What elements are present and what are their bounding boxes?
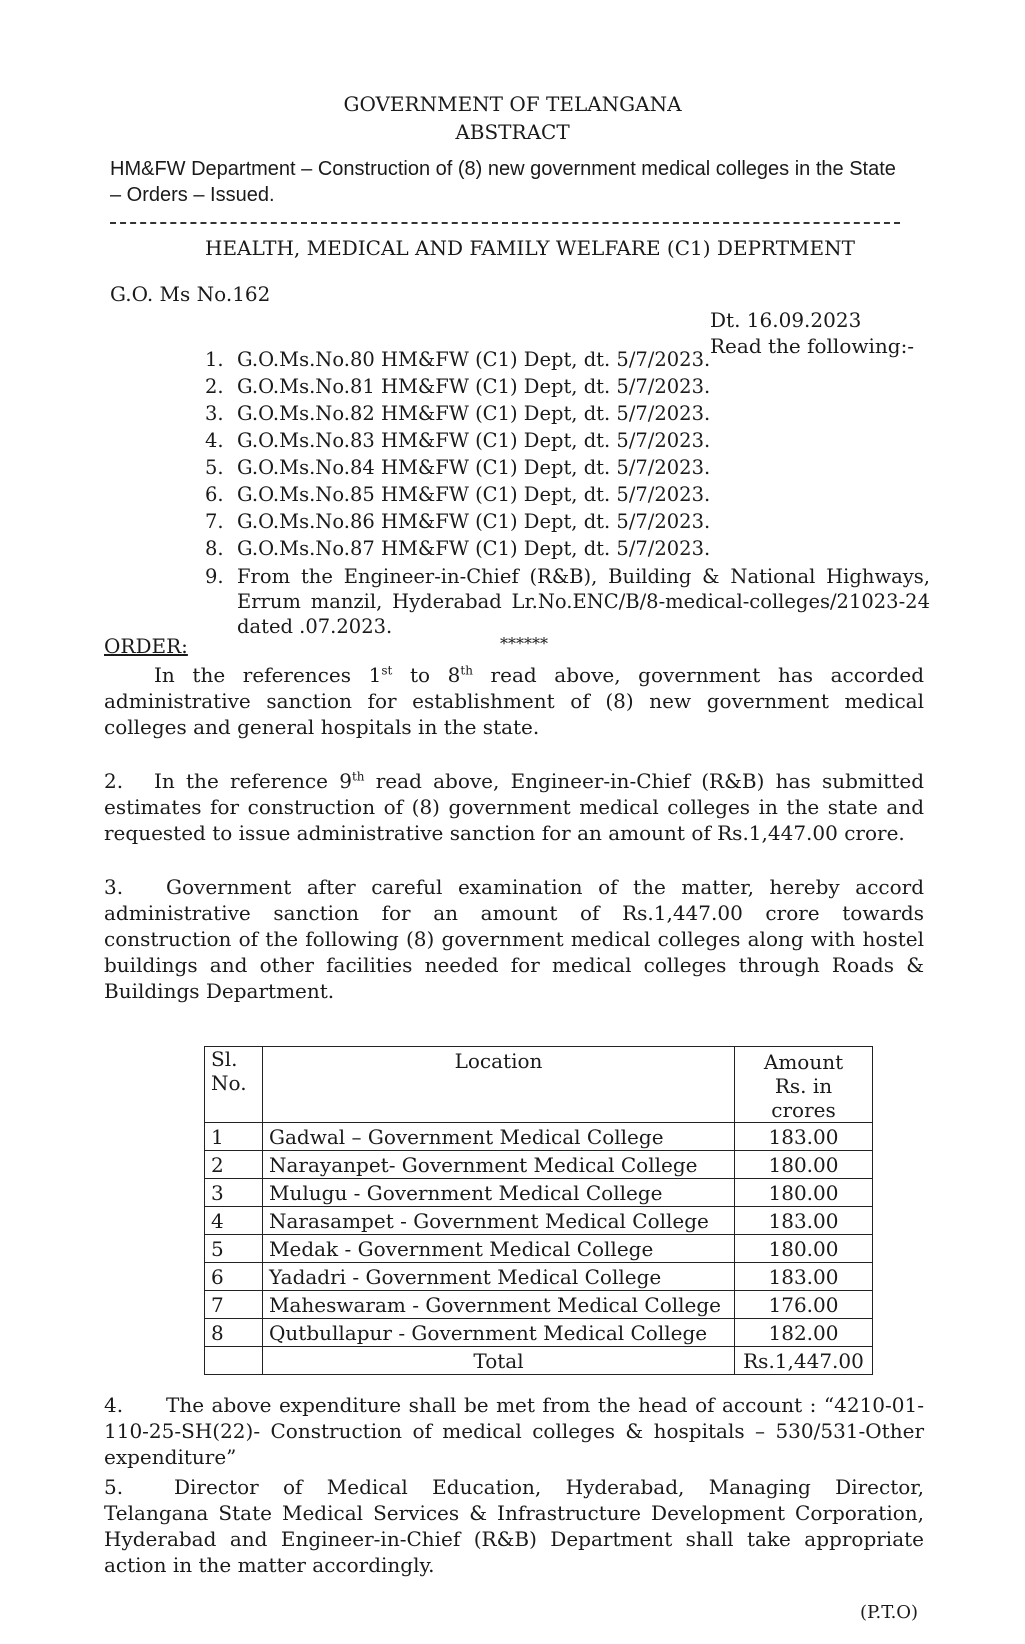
paragraph-number: 4. (104, 1393, 124, 1417)
cell-location: Mulugu - Government Medical College (263, 1179, 735, 1207)
reference-text: G.O.Ms.No.82 HM&FW (C1) Dept, dt. 5/7/2023. (237, 402, 711, 425)
cell-location: Gadwal – Government Medical College (263, 1123, 735, 1151)
order-stars: ****** (500, 634, 548, 653)
cell-location: Yadadri - Government Medical College (263, 1263, 735, 1291)
pto-note: (P.T.O) (860, 1602, 919, 1623)
table-row (205, 1263, 873, 1291)
cell-amount: 183.00 (735, 1263, 873, 1291)
divider (110, 222, 900, 224)
paragraph-number: 5. (104, 1475, 124, 1499)
order-heading: ORDER: (104, 634, 188, 658)
total-label: Total (263, 1347, 735, 1375)
cell-sl: 4 (205, 1207, 263, 1235)
reference-text: G.O.Ms.No.87 HM&FW (C1) Dept, dt. 5/7/2023. (237, 537, 711, 560)
cell-amount: 180.00 (735, 1179, 873, 1207)
reference-item (205, 535, 930, 562)
cell-location: Narayanpet- Government Medical College (263, 1151, 735, 1179)
reference-text: G.O.Ms.No.80 HM&FW (C1) Dept, dt. 5/7/2023. (237, 348, 711, 371)
cell-sl: 8 (205, 1319, 263, 1347)
paragraph-3: 3. Government after careful examination of the matter, hereby accord administrative sanction for an amount of Rs.1,447.00 crore towards construction of the following (8) government medical colleges along with hostel buildings and other facilities needed for medical colleges through Roads & Buildings Department. (104, 875, 924, 1003)
department-heading: HEALTH, MEDICAL AND FAMILY WELFARE (C1) DEPRTMENT (205, 236, 855, 260)
reference-text: G.O.Ms.No.86 HM&FW (C1) Dept, dt. 5/7/2023. (237, 510, 711, 533)
cell-amount: 183.00 (735, 1123, 873, 1151)
table-total-row (205, 1347, 873, 1375)
reference-number: 3. (205, 402, 224, 425)
reference-item (205, 508, 930, 535)
cell-location: Maheswaram - Government Medical College (263, 1291, 735, 1319)
reference-item (205, 427, 930, 454)
reference-text: G.O.Ms.No.85 HM&FW (C1) Dept, dt. 5/7/2023. (237, 483, 711, 506)
cell-amount: 180.00 (735, 1235, 873, 1263)
reference-item (205, 400, 930, 427)
cell-amount: 180.00 (735, 1151, 873, 1179)
header-amount-unit: Rs. in crores (735, 1074, 873, 1123)
header-sl-no: Sl. No. (205, 1047, 263, 1123)
reference-number: 8. (205, 537, 224, 560)
reference-item-9 (205, 564, 930, 639)
cell-location: Narasampet - Government Medical College (263, 1207, 735, 1235)
reference-item (205, 481, 930, 508)
go-number: G.O. Ms No.162 (110, 282, 271, 306)
reference-item (205, 454, 930, 481)
table-header-row (205, 1047, 873, 1075)
reference-number: 9. (205, 565, 224, 588)
reference-text: G.O.Ms.No.84 HM&FW (C1) Dept, dt. 5/7/2023. (237, 456, 711, 479)
total-amount: Rs.1,447.00 (735, 1347, 873, 1375)
government-heading: GOVERNMENT OF TELANGANA (343, 92, 682, 116)
cell-sl: 7 (205, 1291, 263, 1319)
header-amount: Amount (735, 1047, 873, 1075)
table-row (205, 1123, 873, 1151)
table-row (205, 1207, 873, 1235)
cell-sl: 6 (205, 1263, 263, 1291)
header-location: Location (263, 1047, 735, 1123)
abstract-heading: ABSTRACT (455, 120, 570, 144)
table-row (205, 1235, 873, 1263)
cell-sl: 2 (205, 1151, 263, 1179)
cell-amount: 183.00 (735, 1207, 873, 1235)
table-row (205, 1151, 873, 1179)
reference-item (205, 373, 930, 400)
reference-item (205, 346, 930, 373)
cell-amount: 176.00 (735, 1291, 873, 1319)
reference-number: 6. (205, 483, 224, 506)
cell-sl: 1 (205, 1123, 263, 1151)
cell-location: Medak - Government Medical College (263, 1235, 735, 1263)
table-row (205, 1291, 873, 1319)
table-row (205, 1179, 873, 1207)
go-date: Dt. 16.09.2023 (710, 308, 862, 332)
cell-sl: 3 (205, 1179, 263, 1207)
medical-colleges-table (204, 1046, 873, 1375)
paragraph-number: 3. (104, 875, 124, 899)
reference-number: 5. (205, 456, 224, 479)
table-row (205, 1319, 873, 1347)
paragraph-4: 4. The above expenditure shall be met from the head of account : “4210-01-110-25-SH(22)- Construction of medical colleges & hospitals – 530/531-Other expenditure” (104, 1393, 924, 1469)
paragraph-number: 2. (104, 769, 124, 793)
cell-amount: 182.00 (735, 1319, 873, 1347)
reference-number: 1. (205, 348, 224, 371)
paragraph-1: In the references 1st to 8th read above, government has accorded administrative sanction for establishment of (8) new government medical colleges and general hospitals in the state. (104, 663, 924, 739)
reference-text: G.O.Ms.No.83 HM&FW (C1) Dept, dt. 5/7/2023. (237, 429, 711, 452)
paragraph-5: 5. Director of Medical Education, Hyderabad, Managing Director, Telangana State Medical Services & Infrastructure Development Corporation, Hyderabad and Engineer-in-Chief (R&B) Department shall take appropriate action in the matter accordingly. (104, 1475, 924, 1577)
paragraph-2: 2. In the reference 9th read above, Engineer-in-Chief (R&B) has submitted estimates for construction of (8) government medical colleges in the state and requested to issue administrative sanction for an amount of Rs.1,447.00 crore. (104, 769, 924, 845)
cell-sl: 5 (205, 1235, 263, 1263)
read-following: Read the following:- (710, 334, 915, 358)
cell-location: Qutbullapur - Government Medical College (263, 1319, 735, 1347)
reference-number: 2. (205, 375, 224, 398)
reference-text: From the Engineer-in-Chief (R&B), Building & National Highways, Errum manzil, Hyderabad Lr.No.ENC/B/8-medical-colleges/21023-24 dated .07.2023. (237, 565, 930, 638)
subject-text: HM&FW Department – Construction of (8) new government medical colleges in the State – Orders – Issued. (110, 158, 896, 206)
reference-number: 7. (205, 510, 224, 533)
references-list (205, 346, 930, 639)
reference-text: G.O.Ms.No.81 HM&FW (C1) Dept, dt. 5/7/2023. (237, 375, 711, 398)
reference-number: 4. (205, 429, 224, 452)
